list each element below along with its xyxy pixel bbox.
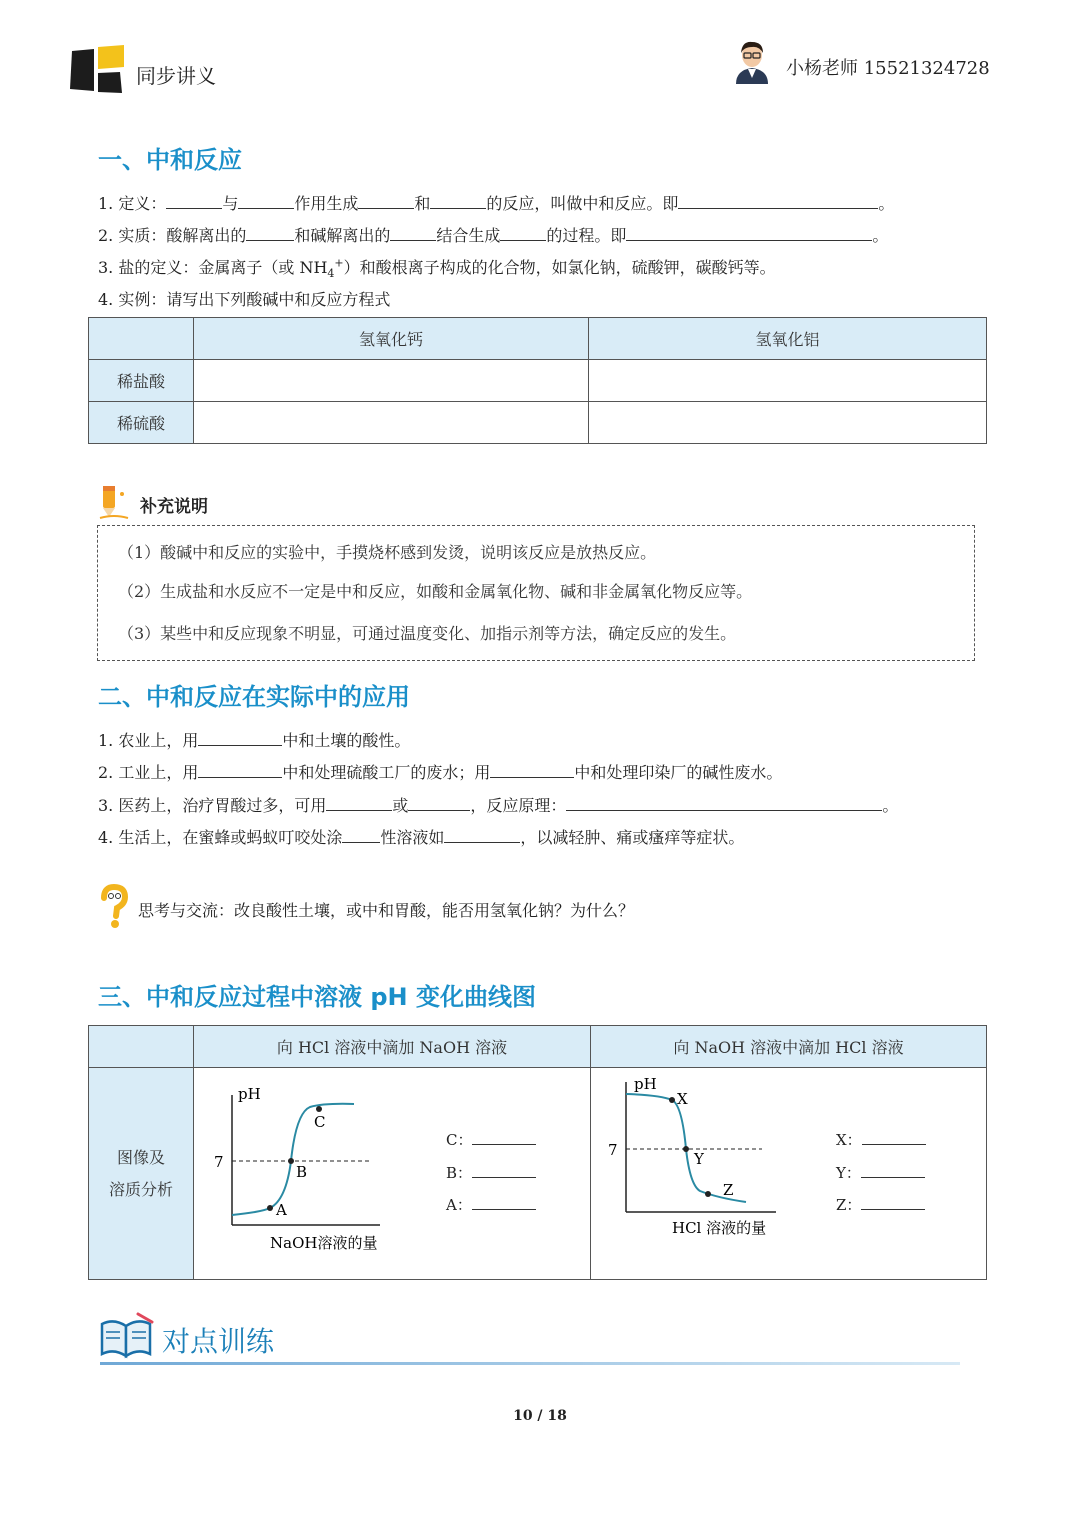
point-b — [288, 1158, 294, 1164]
answer-cell[interactable] — [194, 402, 589, 444]
medicine-line: 3. 医药上，治疗胃酸过多，可用 或 ，反应原理： 。 — [98, 796, 899, 815]
row-sulfuric-acid: 稀硫酸 — [89, 402, 194, 444]
solute-c: C： — [446, 1129, 536, 1150]
definition-line: 1. 定义： 与 作用生成 和 的反应，叫做中和反应。即 。 — [98, 194, 895, 213]
practice-title: 对点训练 — [162, 1325, 275, 1358]
label-a: A — [276, 1201, 287, 1219]
pencil-icon — [98, 484, 130, 520]
solute-z: Z： — [836, 1194, 925, 1215]
salt-definition-line: 3. 盐的定义：金属离子（或 $NH_4^+$）和酸根离子构成的化合物，如氯化钠，硫酸钾，碳酸钙等。 — [98, 256, 776, 281]
industry-line: 2. 工业上，用 中和处理硫酸工厂的废水；用 中和处理印染厂的碱性废水。 — [98, 763, 783, 782]
col-aluminum-hydroxide: 氢氧化铝 — [589, 318, 987, 360]
point-y — [683, 1146, 689, 1152]
col-naoh-into-hcl: 向 HCl 溶液中滴加 NaOH 溶液 — [194, 1026, 591, 1068]
page-number: 10 / 18 — [513, 1408, 567, 1424]
point-z — [705, 1191, 711, 1197]
point-x — [669, 1097, 675, 1103]
col-hcl-into-naoh: 向 NaOH 溶液中滴加 HCl 溶液 — [591, 1026, 987, 1068]
note-1: （1）酸碱中和反应的实验中，手摸烧杯感到发烫，说明该反应是放热反应。 — [118, 543, 657, 562]
solute-b: B： — [446, 1162, 536, 1183]
answer-cell[interactable] — [589, 360, 987, 402]
table-corner — [89, 318, 194, 360]
label-z: Z — [723, 1181, 734, 1199]
brand-name: 同步讲义 — [136, 64, 216, 88]
y-axis-label: pH — [634, 1075, 657, 1093]
note-3: （3）某些中和反应现象不明显，可通过温度变化、加指示剂等方法，确定反应的发生。 — [118, 624, 737, 643]
section3-title: 三、中和反应过程中溶液 pH 变化曲线图 — [98, 983, 536, 1011]
label-x: X — [677, 1090, 688, 1108]
example-line: 4. 实例：请写出下列酸碱中和反应方程式 — [98, 290, 391, 309]
row-hydrochloric-acid: 稀盐酸 — [89, 360, 194, 402]
supplement-title: 补充说明 — [140, 497, 208, 517]
x-axis-label: NaOH溶液的量 — [270, 1234, 378, 1252]
solute-a: A： — [446, 1194, 536, 1215]
solute-x: X： — [836, 1129, 926, 1150]
logo-icon — [70, 45, 126, 93]
think-and-discuss: 思考与交流：改良酸性土壤，或中和胃酸，能否用氢氧化钠？为什么？ — [138, 901, 635, 920]
teacher-contact: 小杨老师 15521324728 — [786, 58, 990, 79]
teacher-avatar — [732, 38, 772, 84]
point-c — [316, 1106, 322, 1112]
row-graph-analysis: 图像及 溶质分析 — [89, 1068, 194, 1280]
solute-y: Y： — [836, 1162, 925, 1183]
point-a — [267, 1205, 273, 1211]
ph-curve-acid-to-base — [200, 1075, 400, 1255]
note-2: （2）生成盐和水反应不一定是中和反应，如酸和金属氧化物、碱和非金属氧化物反应等。 — [118, 582, 753, 601]
daily-life-line: 4. 生活上，在蜜蜂或蚂蚁叮咬处涂 性溶液如 ，以减轻肿、痛或瘙痒等症状。 — [98, 828, 745, 847]
y-axis-label: pH — [238, 1085, 261, 1103]
essence-line: 2. 实质：酸解离出的 和碱解离出的 结合生成 的过程。即 。 — [98, 226, 889, 245]
section2-title: 二、中和反应在实际中的应用 — [98, 683, 410, 711]
ph7-label: 7 — [214, 1153, 224, 1171]
reaction-table — [88, 317, 987, 444]
label-y: Y — [694, 1150, 704, 1168]
ph7-label: 7 — [608, 1141, 618, 1159]
answer-cell[interactable] — [589, 402, 987, 444]
practice-divider — [100, 1362, 960, 1365]
book-icon — [98, 1312, 154, 1360]
col-calcium-hydroxide: 氢氧化钙 — [194, 318, 589, 360]
x-axis-label: HCl 溶液的量 — [672, 1219, 767, 1237]
table-corner — [89, 1026, 194, 1068]
agriculture-line: 1. 农业上，用 中和土壤的酸性。 — [98, 731, 411, 750]
ph-curve-base-to-acid — [600, 1070, 800, 1250]
question-mark-icon — [98, 884, 130, 930]
label-c: C — [314, 1113, 326, 1131]
answer-cell[interactable] — [194, 360, 589, 402]
section1-title: 一、中和反应 — [98, 146, 242, 174]
label-b: B — [296, 1163, 308, 1181]
